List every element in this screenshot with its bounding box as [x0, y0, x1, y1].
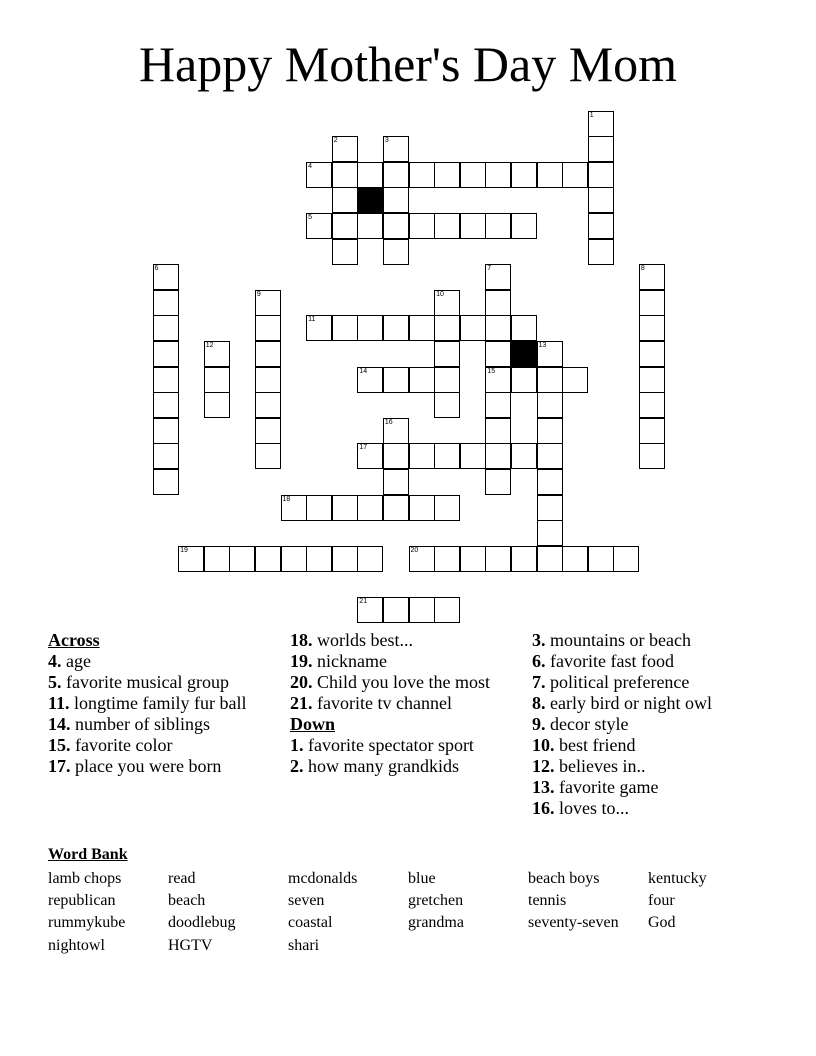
clue-number: 20: [410, 546, 419, 554]
down-clue: 6. favorite fast food: [532, 651, 674, 671]
grid-cell[interactable]: [332, 495, 358, 521]
grid-cell[interactable]: [485, 162, 511, 188]
grid-cell[interactable]: [588, 546, 614, 572]
across-clue: 20. Child you love the most: [290, 672, 490, 692]
clue-number: 11: [308, 316, 316, 324]
word-bank-heading: Word Bank: [48, 846, 128, 863]
grid-cell[interactable]: [588, 111, 614, 137]
clue-number: 21: [359, 597, 368, 605]
grid-cell[interactable]: [409, 213, 435, 239]
grid-cell[interactable]: [383, 443, 409, 469]
grid-cell[interactable]: [204, 392, 230, 418]
down-clue: 2. how many grandkids: [290, 756, 459, 776]
grid-cell[interactable]: [409, 162, 435, 188]
word-bank-item: blue: [408, 870, 436, 887]
grid-cell[interactable]: [255, 315, 281, 341]
grid-cell[interactable]: [434, 546, 460, 572]
down-clue: 16. loves to...: [532, 798, 629, 818]
word-bank-item: seven: [288, 892, 325, 909]
grid-cell[interactable]: [383, 213, 409, 239]
down-clue: 9. decor style: [532, 714, 629, 734]
grid-cell[interactable]: [485, 392, 511, 418]
grid-cell[interactable]: [409, 597, 435, 623]
word-bank-item: doodlebug: [168, 914, 236, 931]
down-clue: 1. favorite spectator sport: [290, 735, 474, 755]
word-bank-item: read: [168, 870, 196, 887]
grid-cell[interactable]: [434, 392, 460, 418]
grid-cell[interactable]: [434, 290, 460, 316]
clue-number: 9: [256, 290, 261, 298]
clue-column-1: [48, 630, 278, 777]
grid-cell[interactable]: [383, 367, 409, 393]
grid-cell[interactable]: [537, 162, 563, 188]
word-bank-item: kentucky: [648, 870, 707, 887]
grid-cell[interactable]: [485, 418, 511, 444]
down-clue: 3. mountains or beach: [532, 630, 691, 650]
grid-cell[interactable]: [485, 341, 511, 367]
grid-cell[interactable]: [434, 597, 460, 623]
grid-cell[interactable]: [639, 315, 665, 341]
clue-column-3: [532, 630, 782, 819]
grid-cell[interactable]: [511, 367, 537, 393]
across-clue: 19. nickname: [290, 651, 387, 671]
clue-number: 18: [282, 495, 291, 503]
word-bank-item: rummykube: [48, 914, 126, 931]
grid-cell[interactable]: [383, 469, 409, 495]
black-square: [357, 187, 383, 213]
grid-cell[interactable]: [537, 341, 563, 367]
grid-cell[interactable]: [485, 264, 511, 290]
page-title: Happy Mother's Day Mom: [138, 36, 678, 92]
across-clue: 5. favorite musical group: [48, 672, 229, 692]
grid-cell[interactable]: [332, 162, 358, 188]
grid-cell[interactable]: [485, 546, 511, 572]
grid-cell[interactable]: [306, 213, 332, 239]
grid-cell[interactable]: [306, 315, 332, 341]
word-bank-item: beach: [168, 892, 206, 909]
grid-cell[interactable]: [204, 367, 230, 393]
grid-cell[interactable]: [485, 443, 511, 469]
clue-number: 12: [205, 341, 214, 349]
clue-number: 7: [487, 265, 492, 273]
grid-cell[interactable]: [460, 213, 486, 239]
grid-cell[interactable]: [537, 469, 563, 495]
grid-cell[interactable]: [255, 341, 281, 367]
grid-cell[interactable]: [613, 546, 639, 572]
grid-cell[interactable]: [178, 546, 204, 572]
grid-cell[interactable]: [255, 443, 281, 469]
down-clue: 8. early bird or night owl: [532, 693, 712, 713]
down-clue: 12. believes in..: [532, 756, 646, 776]
clue-number: 8: [640, 265, 645, 273]
word-bank-item: God: [648, 914, 676, 931]
grid-cell[interactable]: [255, 418, 281, 444]
grid-cell[interactable]: [485, 213, 511, 239]
across-clue: 15. favorite color: [48, 735, 173, 755]
grid-cell[interactable]: [434, 213, 460, 239]
grid-cell[interactable]: [332, 213, 358, 239]
clue-number: 10: [436, 290, 444, 298]
grid-cell[interactable]: [332, 136, 358, 162]
grid-cell[interactable]: [460, 443, 486, 469]
grid-cell[interactable]: [639, 443, 665, 469]
grid-cell[interactable]: [588, 162, 614, 188]
grid-cell[interactable]: [511, 213, 537, 239]
clue-number: 17: [359, 444, 368, 452]
grid-cell[interactable]: [357, 546, 383, 572]
grid-cell[interactable]: [537, 520, 563, 546]
word-bank-item: tennis: [528, 892, 567, 909]
word-bank-item: beach boys: [528, 870, 600, 887]
grid-cell[interactable]: [383, 418, 409, 444]
grid-cell[interactable]: [357, 315, 383, 341]
down-heading: Down: [290, 714, 336, 734]
grid-cell[interactable]: [153, 443, 179, 469]
black-square: [511, 341, 537, 367]
grid-cell[interactable]: [639, 290, 665, 316]
grid-cell[interactable]: [537, 367, 563, 393]
grid-cell[interactable]: [357, 495, 383, 521]
grid-cell[interactable]: [332, 187, 358, 213]
grid-cell[interactable]: [588, 187, 614, 213]
grid-cell[interactable]: [434, 367, 460, 393]
grid-cell[interactable]: [255, 546, 281, 572]
grid-cell[interactable]: [588, 213, 614, 239]
grid-cell[interactable]: [562, 546, 588, 572]
grid-cell[interactable]: [588, 136, 614, 162]
word-bank-item: lamb chops: [48, 870, 122, 887]
clue-number: 19: [180, 546, 188, 554]
across-clue: 18. worlds best...: [290, 630, 413, 650]
grid-cell[interactable]: [511, 546, 537, 572]
down-clue: 7. political preference: [532, 672, 690, 692]
grid-cell[interactable]: [332, 315, 358, 341]
clue-number: 16: [384, 418, 393, 426]
grid-cell[interactable]: [383, 187, 409, 213]
grid-cell[interactable]: [485, 315, 511, 341]
grid-cell[interactable]: [306, 495, 332, 521]
word-bank-item: republican: [48, 892, 116, 909]
grid-cell[interactable]: [485, 290, 511, 316]
grid-cell[interactable]: [639, 341, 665, 367]
grid-cell[interactable]: [434, 341, 460, 367]
grid-cell[interactable]: [409, 546, 435, 572]
clue-column-2: [290, 630, 520, 777]
grid-cell[interactable]: [409, 443, 435, 469]
grid-cell[interactable]: [537, 392, 563, 418]
word-bank-item: gretchen: [408, 892, 464, 909]
word-bank-item: mcdonalds: [288, 870, 358, 887]
word-bank-item: seventy-seven: [528, 914, 619, 931]
grid-cell[interactable]: [409, 315, 435, 341]
clue-number: 2: [333, 137, 338, 145]
grid-cell[interactable]: [357, 213, 383, 239]
grid-cell[interactable]: [383, 495, 409, 521]
grid-cell[interactable]: [537, 495, 563, 521]
grid-cell[interactable]: [153, 315, 179, 341]
word-bank-item: nightowl: [48, 937, 105, 954]
across-clue: 17. place you were born: [48, 756, 222, 776]
word-bank-item: HGTV: [168, 937, 213, 954]
grid-cell[interactable]: [204, 341, 230, 367]
grid-cell[interactable]: [434, 315, 460, 341]
grid-cell[interactable]: [153, 341, 179, 367]
grid-cell[interactable]: [332, 546, 358, 572]
grid-cell[interactable]: [332, 239, 358, 265]
grid-cell[interactable]: [383, 597, 409, 623]
grid-cell[interactable]: [255, 367, 281, 393]
grid-cell[interactable]: [639, 264, 665, 290]
grid-cell[interactable]: [281, 546, 307, 572]
grid-cell[interactable]: [485, 367, 511, 393]
grid-cell[interactable]: [153, 367, 179, 393]
grid-cell[interactable]: [460, 162, 486, 188]
grid-cell[interactable]: [306, 546, 332, 572]
grid-cell[interactable]: [511, 162, 537, 188]
grid-cell[interactable]: [383, 136, 409, 162]
grid-cell[interactable]: [460, 546, 486, 572]
grid-cell[interactable]: [485, 469, 511, 495]
grid-cell[interactable]: [383, 315, 409, 341]
grid-cell[interactable]: [357, 162, 383, 188]
grid-cell[interactable]: [204, 546, 230, 572]
grid-cell[interactable]: [153, 392, 179, 418]
across-clue: 14. number of siblings: [48, 714, 210, 734]
grid-cell[interactable]: [588, 239, 614, 265]
grid-cell[interactable]: [153, 264, 179, 290]
grid-cell[interactable]: [639, 367, 665, 393]
grid-cell[interactable]: [357, 443, 383, 469]
grid-cell[interactable]: [357, 367, 383, 393]
clue-number: 14: [359, 367, 368, 375]
grid-cell[interactable]: [306, 162, 332, 188]
grid-cell[interactable]: [434, 443, 460, 469]
grid-cell[interactable]: [434, 495, 460, 521]
word-bank-item: shari: [288, 937, 320, 954]
grid-cell[interactable]: [153, 418, 179, 444]
grid-cell[interactable]: [409, 367, 435, 393]
clue-number: 4: [308, 162, 312, 170]
grid-cell[interactable]: [639, 418, 665, 444]
grid-cell[interactable]: [562, 367, 588, 393]
grid-cell[interactable]: [153, 469, 179, 495]
across-clue: 11. longtime family fur ball: [48, 693, 247, 713]
grid-cell[interactable]: [357, 597, 383, 623]
clue-number: 5: [308, 213, 312, 221]
across-clue: 21. favorite tv channel: [290, 693, 452, 713]
across-clue: 4. age: [48, 651, 91, 671]
grid-cell[interactable]: [434, 162, 460, 188]
down-clue: 13. favorite game: [532, 777, 659, 797]
clue-number: 1: [589, 111, 594, 119]
grid-cell[interactable]: [511, 315, 537, 341]
grid-cell[interactable]: [383, 162, 409, 188]
grid-cell[interactable]: [460, 315, 486, 341]
clue-number: 13: [538, 341, 547, 349]
grid-cell[interactable]: [537, 418, 563, 444]
clue-number: 15: [487, 367, 496, 375]
grid-cell[interactable]: [153, 290, 179, 316]
grid-cell[interactable]: [383, 239, 409, 265]
word-bank-item: grandma: [408, 914, 464, 931]
down-clue: 10. best friend: [532, 735, 636, 755]
grid-cell[interactable]: [639, 392, 665, 418]
grid-cell[interactable]: [562, 162, 588, 188]
grid-cell[interactable]: [229, 546, 255, 572]
clue-number: 3: [384, 137, 389, 145]
grid-cell[interactable]: [511, 443, 537, 469]
clue-number: 6: [154, 265, 159, 273]
grid-cell[interactable]: [281, 495, 307, 521]
grid-cell[interactable]: [255, 392, 281, 418]
grid-cell[interactable]: [537, 443, 563, 469]
grid-cell[interactable]: [255, 290, 281, 316]
word-bank-item: coastal: [288, 914, 333, 931]
grid-cell[interactable]: [537, 546, 563, 572]
grid-cell[interactable]: [409, 495, 435, 521]
word-bank-item: four: [648, 892, 675, 909]
across-heading: Across: [48, 630, 100, 650]
